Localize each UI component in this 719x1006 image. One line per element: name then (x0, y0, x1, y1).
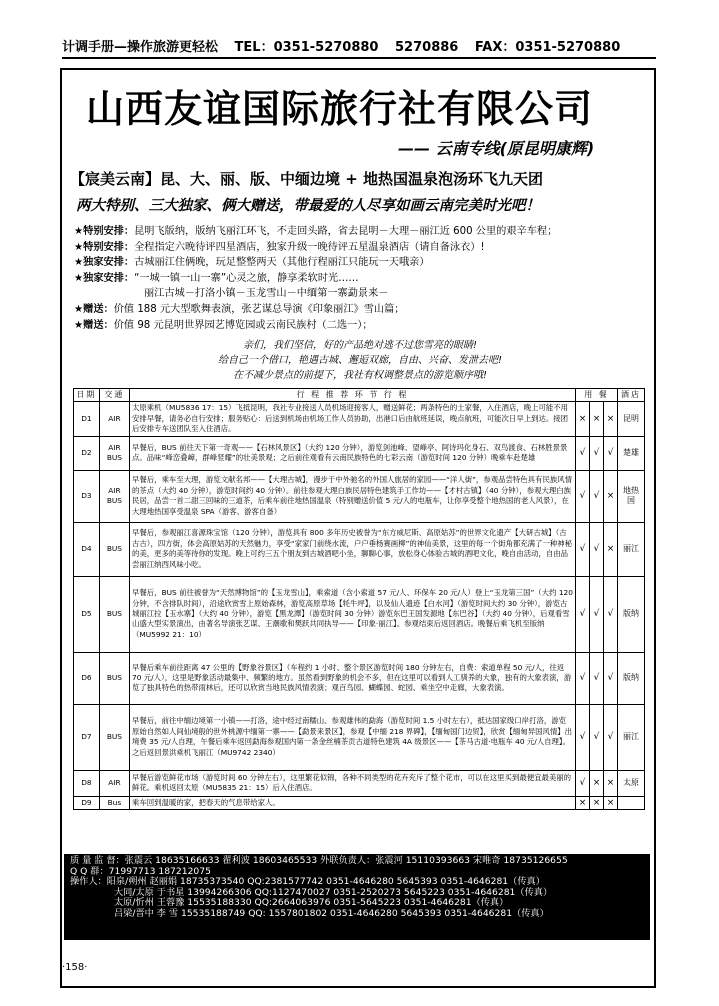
day-cell: D6 (74, 652, 100, 704)
meal-breakfast: √ (576, 652, 590, 704)
page-header (62, 36, 656, 59)
meal-breakfast: √ (576, 704, 590, 770)
header-tel: TEL：0351-5270880 (234, 40, 379, 55)
meal-breakfast: √ (576, 436, 590, 470)
itinerary-cell: 乘车回到温暖的家，把春天的气息带给家人。 (130, 796, 576, 809)
tour-headline: 【宸美云南】昆、大、丽、版、中缅边境 + 地热国温泉泡汤环飞九天团 (70, 170, 544, 188)
contact-box (64, 854, 650, 940)
meal-lunch: √ (590, 522, 604, 576)
hotel-cell: 昆明 (618, 402, 645, 436)
feature-item: ★特别安排：全程指定六晚待评四星酒店，独家升级一晚待评五星温泉酒店（请自备泳衣）! (74, 241, 485, 253)
meal-lunch: × (590, 402, 604, 436)
itinerary-row (74, 402, 645, 436)
itinerary-cell: 早餐后，BUS 前往天下第一奇观——【石林风景区】（大约 120 分钟），游览剑池峰、望峰亭、阿诗玛化身石、双鸟渡食、石林胜景景点。品味“峰峦叠嶂，群峰竖耀”的壮美景观；之后前往观看有云南民族特色的七彩云南（游览时间 120 分钟）晚乘车赴楚雄 (130, 436, 576, 470)
feature-item: ★独家安排：古城丽江住俩晚，玩足整整两天（其他行程丽江只能玩一天哦亲） (74, 257, 430, 269)
itinerary-row (74, 704, 645, 770)
itinerary-cell: 早餐后游览鲜花市场（游览时间 60 分钟左右），这里繁花似锦，各种不同类型的花卉充斥了整个花市，可以在这里买到最便宜最美丽的鲜花。乘机返回太原（MU5835 21：15）后入住酒店。 (130, 770, 576, 796)
transport-cell: BUS (99, 522, 129, 576)
meal-lunch: √ (590, 704, 604, 770)
hotel-cell: 版纳 (618, 576, 645, 652)
itinerary-cell: 早餐后，前往中缅边境第一小镇——打洛，途中经过南糯山、参观雄伟的勐海（游览时间 1.5 小时左右），抵达国家级口岸打洛，游览原始自然如人间仙境般的世外桃源中缅第一寨——【勐景来景区】，参观【中缅 218 界碑】，【缅甸国门边贸】，欣赏【缅甸异国风情】出境费 35 元/人自理，午餐后乘车返回勐海参观国内第一条金丝楠茶贡古道特色建筑 4A 级景区——【茶马古道·电瓶车 40 元/人自理】。之后返回景洪乘机飞丽江（MU9742 2340） (130, 704, 576, 770)
meal-dinner: × (604, 522, 618, 576)
transport-cell: AIR BUS (99, 470, 129, 522)
day-cell: D5 (74, 576, 100, 652)
col-transport: 交通 (99, 389, 129, 402)
tour-tagline: 两大特别、三大独家、俩大赠送，带最爱的人尽享如画云南完美时光吧！ (76, 198, 540, 214)
itinerary-row (74, 652, 645, 704)
feature-item: 丽江古城－打洛小镇－玉龙雪山－中缅第一寨勐景来－ (144, 288, 389, 300)
operator-line: 操作人：阳泉/朔州 赵丽娟 18735373540 QQ:2381577742 0351-4646280 5645393 0351-4646281（传真） (70, 876, 545, 888)
quality-supervisor: 质 量 监 督：张震云 18635166633 翟利波 18603465533 外联负责人：张震河 15110393663 宋唯奇 18735126655 (70, 855, 568, 866)
itinerary-row (74, 436, 645, 470)
qq-group: Q Q 群：71997713 187212075 (70, 865, 211, 877)
itinerary-row (74, 522, 645, 576)
operator-line: 吕梁/晋中 李 雪 15535188749 QQ: 1557801802 0351-4646280 5645393 0351-4646281（传真） (114, 907, 549, 919)
col-itinerary: 行 程 推 荐 环 节 行 程 (130, 389, 576, 402)
feature-list (74, 224, 646, 333)
transport-cell: AIR BUS (99, 436, 129, 470)
slogan-line: 亲们，我们坚信，好的产品绝对逃不过您雪亮的眼睛! (242, 340, 477, 351)
day-cell: D8 (74, 770, 100, 796)
itinerary-row (74, 576, 645, 652)
feature-item: ★独家安排：“一城一镇一山一寨”心灵之旅，静享柔软时光…… (74, 272, 359, 284)
company-name: 山西友谊国际旅行社有限公司 (86, 86, 594, 131)
hotel-cell: 太原 (618, 770, 645, 796)
hotel-cell: 丽江 (618, 522, 645, 576)
meal-breakfast: × (576, 402, 590, 436)
meal-dinner: × (604, 470, 618, 522)
slogan-block (74, 338, 646, 384)
transport-cell: Bus (99, 796, 129, 809)
itinerary-table (73, 388, 645, 810)
meal-dinner: × (604, 770, 618, 796)
header-slogan: 计调手册—操作旅游更轻松 (62, 40, 219, 55)
transport-cell: AIR (99, 770, 129, 796)
col-date: 日期 (74, 389, 100, 402)
slogan-line: 给自己一个借口，艳遇古城、邂逅双廊，自由、兴奋、发泄去吧! (217, 355, 502, 367)
day-cell: D9 (74, 796, 100, 809)
meal-lunch: √ (590, 652, 604, 704)
day-cell: D7 (74, 704, 100, 770)
header-fax: FAX：0351-5270880 (474, 40, 621, 55)
hotel-cell: 丽江 (618, 704, 645, 770)
itinerary-cell: 早餐后，参观丽江喜源珠宝馆（120 分钟），游览具有 800 多年历史被誉为“东方威尼斯、高原姑苏”的世界文化遗产【大研古城】（古古古），四方街，体会高原姑苏的天然魅力，享受“家家门前绕水流，户户垂杨赛画柳”的神仙美景，这里的每一个街角都充满了一种神秘的美，更多的美等待你的发现。晚上可约三五个朋友到古城酒吧小坐，聊聊心事，放松身心体验古城的酒吧文化，晚自由活动，自由品尝丽江纳西风味小吃。 (130, 522, 576, 576)
day-cell: D1 (74, 402, 100, 436)
slogan-line: 在不减少景点的前提下，我社有权调整景点的游览顺序哦! (232, 370, 487, 382)
itinerary-cell: 早餐后，BUS 前往被誉为“天然博物馆”的【玉龙雪山】，乘索道（含小索道 57 元/人、环保车 20 元/人）登上“玉龙第三国”（大约 120 分钟，不含排队时间），沿途欣赏雪上原始森林，游览高原草场【牦牛坪】，以及仙人遗迹【白水河】（游览时间大约 30 分钟），游览古城丽江拉【玉水寨】（大约 40 分钟），游览【黑龙潭】（游览时间 30 分钟）游览东巴王国发源地【东巴谷】（大约 40 分钟），后观看雪山盛大型实景演出，由著名导演张艺谋、王潮歌和樊跃共同执导——【印象·丽江】。参观结束后返回酒店。晚餐后乘飞机至版纳（MU5992 21：10） (130, 576, 576, 652)
hotel-cell: 楚雄 (618, 436, 645, 470)
meal-dinner: √ (604, 704, 618, 770)
meal-lunch: × (590, 770, 604, 796)
meal-lunch: √ (590, 436, 604, 470)
itinerary-row (74, 770, 645, 796)
meal-dinner: √ (604, 576, 618, 652)
meal-breakfast: √ (576, 470, 590, 522)
day-cell: D4 (74, 522, 100, 576)
hotel-cell: 版纳 (618, 652, 645, 704)
transport-cell: BUS (99, 576, 129, 652)
hotel-cell: 地热国 (618, 470, 645, 522)
feature-item: ★特别安排：昆明飞版纳，版纳飞丽江环飞，不走回头路，省去昆明－大理－丽江近 600 公里的艰辛车程； (74, 226, 558, 237)
itinerary-row (74, 470, 645, 522)
transport-cell: BUS (99, 704, 129, 770)
col-meals: 用 餐 (576, 389, 618, 402)
meal-dinner: √ (604, 436, 618, 470)
transport-cell: BUS (99, 652, 129, 704)
col-hotel: 酒店 (618, 389, 645, 402)
itinerary-cell: 太原乘机（MU5836 17：15）飞抵昆明，我社专业接送人员机场迎接客人，赠送鲜花；两条特色的土家餐，入住酒店，晚上可能不用安排早餐，请务必自行安排；服务贴心：后送到机场由机场工作人员协助，出港口后由航班延误，晚点航班，可能次日早上到达。接团后安排专车送团队至入住酒店。 (130, 402, 576, 436)
meal-dinner: × (604, 402, 618, 436)
itinerary-cell: 早餐后，乘车至大理，游览文献名邦——【大理古城】，漫步于中外驰名的外国人旅居的家园——“洋人街”，参观品尝特色具有民族风情的茶点（大约 40 分钟），游览时间约 40 分钟）。前往参观大理白族民居特色建筑手工作坊——【才村古镇】（40 分钟），参观大理白族民居，品尝一首二甜三回味的三道茶，后乘车前往地热国温泉（特别赠送价值 5 元/人的电瓶车，让你享受整个地热国的老人风景），在大理地热国享受温泉 SPA（游客、游客自备） (130, 470, 576, 522)
itinerary-cell: 早餐后乘车前往距离 47 公里的【野象谷景区】（车程约 1 小时、整个景区游览时间 180 分钟左右，自费：索道单程 50 元/人，往返 70 元/人），这里是野象活动最集中、频繁的地方。虽然看到野象的机会不多，但在这里可以看到人工驯养的大象，独有的大象表演，游览了独具特色的热带雨林后，还可以欣赏当地民族风情表演；观百鸟园、蝴蝶园、蛇园、乘坐空中走廊，大象表演。 (130, 652, 576, 704)
header-tel2: 5270886 (395, 40, 459, 55)
meal-breakfast: √ (576, 522, 590, 576)
feature-item: ★赠送：价值 98 元昆明世界园艺博览园或云南民族村（二选一）； (74, 319, 373, 331)
day-cell: D2 (74, 436, 100, 470)
day-cell: D3 (74, 470, 100, 522)
itinerary-row (74, 796, 645, 809)
meal-lunch: √ (590, 576, 604, 652)
meal-lunch: √ (590, 470, 604, 522)
table-header-row (74, 389, 645, 402)
meal-dinner: √ (604, 652, 618, 704)
meal-breakfast: √ (576, 770, 590, 796)
feature-item: ★赠送：价值 188 元大型歌舞表演，张艺谋总导演《印象丽江》雪山篇； (74, 303, 405, 315)
meal-breakfast: × (576, 796, 590, 809)
hotel-cell (618, 796, 645, 809)
page-number: ·158· (62, 962, 88, 973)
operator-line: 大同/太原 于书星 13994266306 QQ:1127470027 0351-2520273 5645223 0351-4646281（传真） (114, 886, 553, 898)
transport-cell: AIR (99, 402, 129, 436)
operator-line: 太原/忻州 王蓉豫 15535188330 QQ:2664063976 0351-5645223 0351-4646281（传真） (114, 897, 509, 909)
meal-breakfast: √ (576, 576, 590, 652)
meal-dinner: × (604, 796, 618, 809)
route-subtitle: —— 云南专线(原昆明康辉) (398, 139, 595, 158)
meal-lunch: × (590, 796, 604, 809)
